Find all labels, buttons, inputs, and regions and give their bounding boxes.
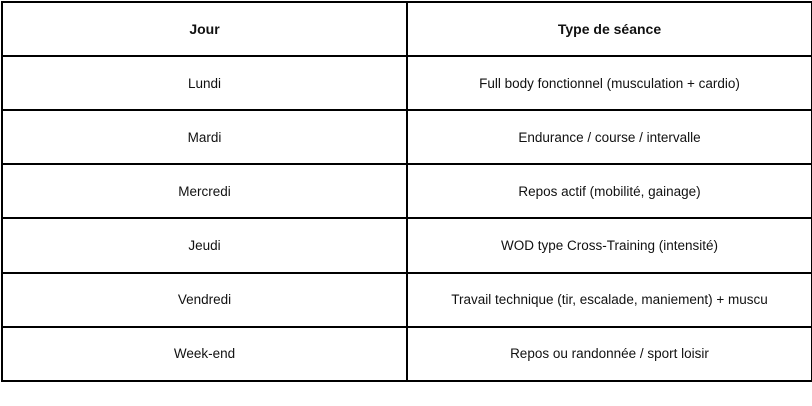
column-header-session-type: Type de séance: [407, 2, 812, 56]
table-row: [2, 218, 812, 272]
table-row: [2, 327, 812, 381]
table-row: [2, 56, 812, 110]
session-cell: WOD type Cross-Training (intensité): [407, 218, 812, 272]
session-cell: Repos ou randonnée / sport loisir: [407, 327, 812, 381]
day-cell: Mercredi: [2, 164, 407, 218]
day-cell: Jeudi: [2, 218, 407, 272]
column-header-day: Jour: [2, 2, 407, 56]
table-row: [2, 273, 812, 327]
day-cell: Week-end: [2, 327, 407, 381]
day-cell: Mardi: [2, 110, 407, 164]
day-cell: Vendredi: [2, 273, 407, 327]
table-header-row: [2, 2, 812, 56]
session-cell: Endurance / course / intervalle: [407, 110, 812, 164]
session-cell: Full body fonctionnel (musculation + cardio): [407, 56, 812, 110]
table-row: [2, 110, 812, 164]
weekly-training-table: [1, 1, 812, 382]
table-row: [2, 164, 812, 218]
day-cell: Lundi: [2, 56, 407, 110]
session-cell: Travail technique (tir, escalade, maniement) + muscu: [407, 273, 812, 327]
session-cell: Repos actif (mobilité, gainage): [407, 164, 812, 218]
